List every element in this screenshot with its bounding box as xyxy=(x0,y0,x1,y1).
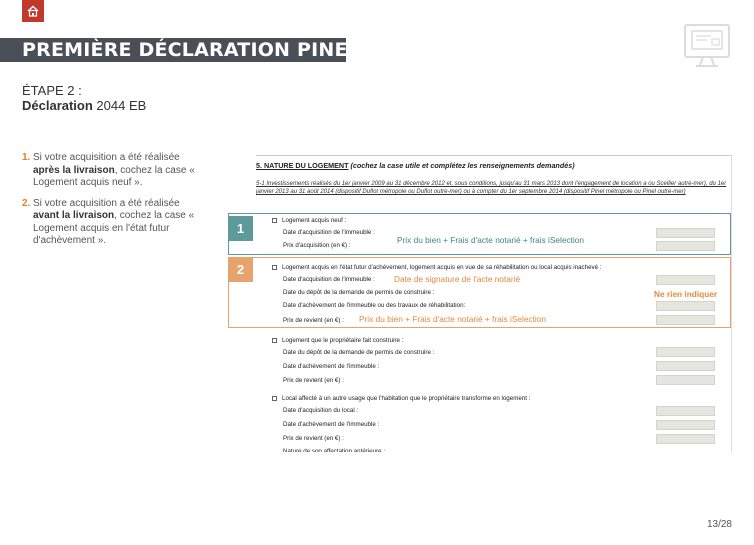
checkbox-label: Logement que le propriétaire fait construire : xyxy=(282,337,404,344)
form-line: Date d'acquisition du local : xyxy=(283,407,359,414)
step-heading xyxy=(22,83,146,113)
checkbox-label: Logement acquis en l'état futur d'achèvement, logement acquis en vue de sa réhabilitation ou local acquis inachevé : xyxy=(282,264,602,271)
form-line: Date d'achèvement de l'immeuble ou des travaux de réhabilitation: xyxy=(283,302,466,309)
annotation-prix-neuf: Prix du bien + Frais d'acte notarié + frais iSelection xyxy=(397,235,584,245)
form-line: Prix de revient (en €) : xyxy=(283,435,344,442)
instruction-bold: après la livraison xyxy=(33,164,115,176)
step-label: ÉTAPE 2 : xyxy=(22,83,82,98)
form-field[interactable] xyxy=(656,347,715,357)
step-form-bold: Déclaration xyxy=(22,98,93,113)
home-badge[interactable] xyxy=(22,0,44,22)
page-title: PREMIÈRE DÉCLARATION PINEL xyxy=(0,38,346,62)
instruction-pre: Si votre acquisition a été réalisée xyxy=(33,197,180,209)
form-line: Date du dépôt de la demande de permis de construire : xyxy=(283,289,435,296)
form-header xyxy=(256,161,575,170)
form-section-heading xyxy=(272,337,403,344)
form-subtitle: 5-1 Investissements réalisés du 1er janvier 2009 au 31 décembre 2012 et, sous conditions, jusqu'au 31 mars 2013 dont l'engagement de location a ou Scellier autre-mer), du 1er janvier 2013 au 31 août 2014 (dispositif Duflot métropole ou Duflot outre-mer) ou à compter du 1er septembre 2014 (dispositif Pinel métropole ou Pinel outre-mer) xyxy=(256,181,727,195)
form-header-title: 5. NATURE DU LOGEMENT xyxy=(256,161,349,170)
form-field[interactable] xyxy=(656,375,715,385)
instruction-post: , cochez la case « Logement acquis neuf ». xyxy=(33,164,195,188)
step-form-rest: 2044 EB xyxy=(92,98,147,113)
form-line: Date d'acquisition de l'immeuble : xyxy=(283,276,375,283)
instruction-number: 2. xyxy=(22,197,31,209)
annotation-date-signature: Date de signature de l'acte notarié xyxy=(394,274,521,284)
instruction-item-2 xyxy=(22,198,202,248)
checkbox-label: Logement acquis neuf : xyxy=(282,217,347,224)
instruction-bold: avant la livraison xyxy=(33,210,115,221)
form-line: Date du dépôt de la demande de permis de construire : xyxy=(283,349,435,356)
form-field[interactable] xyxy=(656,420,715,430)
form-line: Date d'achèvement de l'immeuble : xyxy=(283,421,380,428)
monitor-icon xyxy=(683,23,731,69)
form-field[interactable] xyxy=(656,406,715,416)
checkbox[interactable] xyxy=(272,338,277,343)
annotation-ne-rien: Ne rien indiquer xyxy=(654,289,718,299)
home-icon xyxy=(26,4,40,18)
instruction-text xyxy=(33,198,202,248)
instruction-text xyxy=(33,152,202,190)
annotation-prix-vefa: Prix du bien + Frais d'acte notarié + frais iSelection xyxy=(359,314,546,324)
form-line: Prix de revient (en €) : xyxy=(283,317,344,324)
form-line: Nature de son affectation antérieure : xyxy=(283,448,386,452)
instruction-post: , cochez la case « Logement acquis en l'état futur d'achèvement ». xyxy=(33,210,195,246)
step-tag-2: 2 xyxy=(228,257,253,282)
instruction-item-1 xyxy=(22,152,202,190)
form-line: Prix de revient (en €) : xyxy=(283,377,344,384)
checkbox[interactable] xyxy=(272,396,277,401)
form-section-heading xyxy=(272,395,530,402)
instructions-list xyxy=(22,152,202,256)
step-form-name xyxy=(22,98,146,113)
instruction-pre: Si votre acquisition a été réalisée xyxy=(33,152,180,163)
step-tag-1: 1 xyxy=(228,216,253,241)
form-field[interactable] xyxy=(656,434,715,444)
form-line: Prix d'acquisition (en €) : xyxy=(283,242,351,249)
form-field[interactable] xyxy=(656,361,715,371)
form-line: Date d'achèvement de l'immeuble : xyxy=(283,363,380,370)
page-number: 13/28 xyxy=(706,519,732,530)
form-line: Date d'acquisition de l'immeuble : xyxy=(283,229,375,236)
instruction-number: 1. xyxy=(22,152,31,163)
checkbox-label: Local affecté à un autre usage que l'habitation que le propriétaire transforme en logement : xyxy=(282,395,531,402)
form-header-note: (cochez la case utile et complétez les renseignements demandés) xyxy=(348,161,575,170)
